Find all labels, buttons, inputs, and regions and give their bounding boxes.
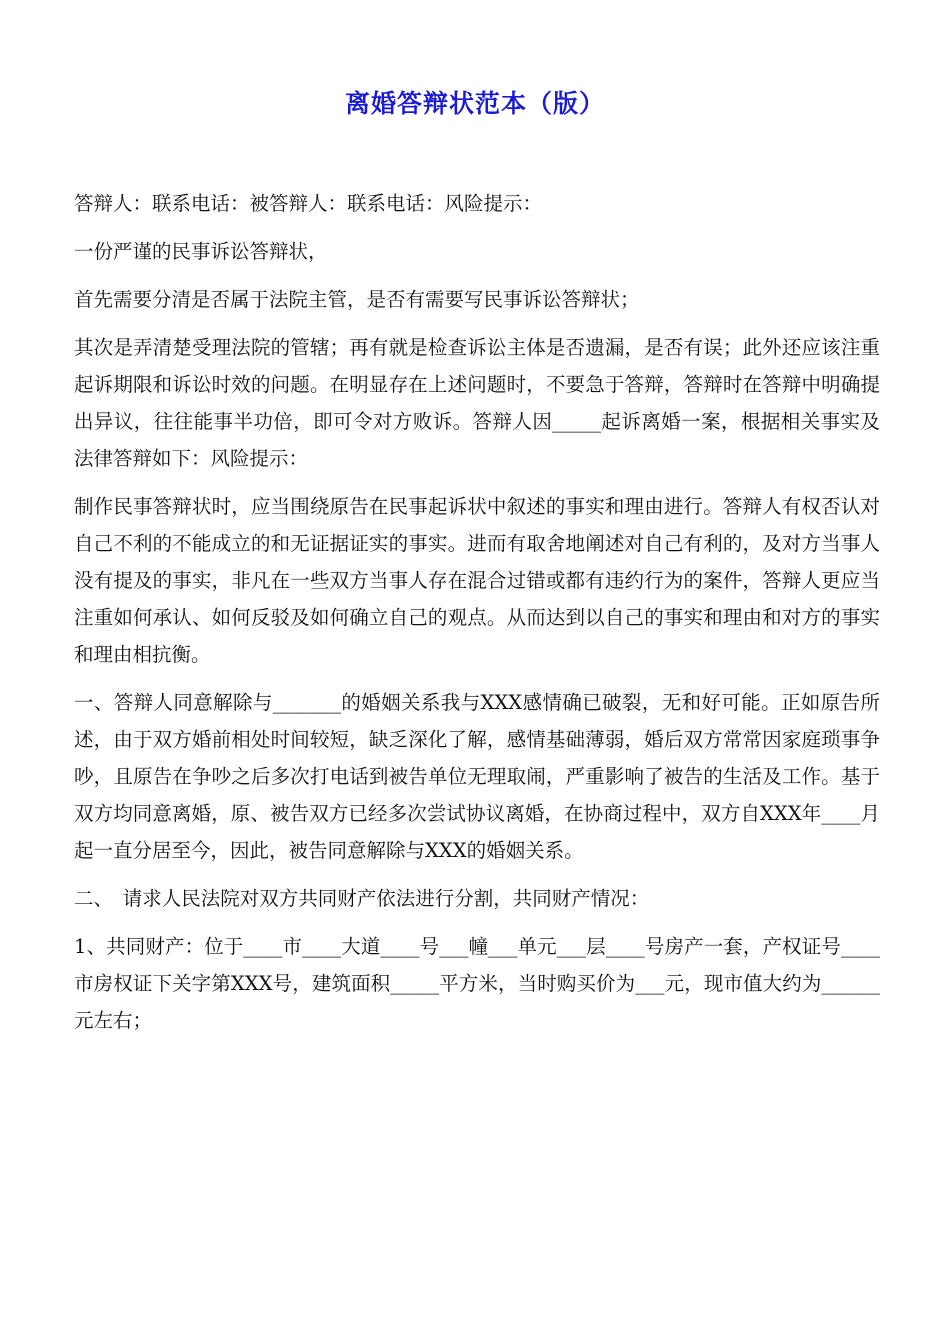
paragraph-intro: 一份严谨的民事诉讼答辩状， — [74, 240, 328, 263]
document-title: 离婚答辩状范本（版） — [344, 89, 605, 118]
paragraph-point-one: 一、答辩人同意解除与_______的婚姻关系我与XXX感情确已破裂，无和好可能。正如原告所述，由于双方婚前相处时间较短，缺乏深化了解，感情基础薄弱，婚后双方常常因家庭琐事争吵，且原告在争吵之后多次打电话到被告单位无理取闹，严重影响了被告的生活及工作。基于双方均同意离婚，原、被告双方已经多次尝试协议离婚，在协商过程中，双方自XXX年____月起一直分居至今，因此，被告同意解除与XXX的婚姻关系。 — [74, 691, 880, 862]
paragraph-risk-note: 制作民事答辩状时，应当围绕原告在民事起诉状中叙述的事实和理由进行。答辩人有权否认对自己不利的不能成立的和无证据证实的事实。进而有取舍地阐述对自己有利的，及对方当事人没有提及的事实，非凡在一些双方当事人存在混合过错或都有违约行为的案件，答辩人更应当注重如何承认、如何反驳及如何确立自己的观点。从而达到以自己的事实和理由和对方的事实和理由相抗衡。 — [74, 495, 880, 666]
document-body — [74, 185, 880, 1050]
paragraph-parties: 答辩人：联系电话：被答辩人：联系电话：风险提示： — [74, 192, 543, 215]
paragraph-point-two: 二、 请求人民法院对双方共同财产依法进行分割，共同财产情况： — [74, 887, 650, 910]
paragraph-property: 1、共同财产：位于____市____大道____号___幢___单元___层____号房产一套，产权证号____市房权证下关字第XXX号，建筑面积_____平方米，当时购买价为___元，现市值大约为______元左右； — [74, 935, 880, 1032]
paragraph-first-step: 首先需要分清是否属于法院主管，是否有需要写民事诉讼答辩状； — [74, 288, 640, 311]
paragraph-second-step: 其次是弄清楚受理法院的管辖；再有就是检查诉讼主体是否遗漏，是否有误；此外还应该注重起诉期限和诉讼时效的问题。在明显存在上述问题时，不要急于答辩，答辩时在答辩中明确提出异议，往往能事半功倍，即可令对方败诉。答辩人因_____起诉离婚一案，根据相关事实及法律答辩如下：风险提示： — [74, 336, 880, 470]
